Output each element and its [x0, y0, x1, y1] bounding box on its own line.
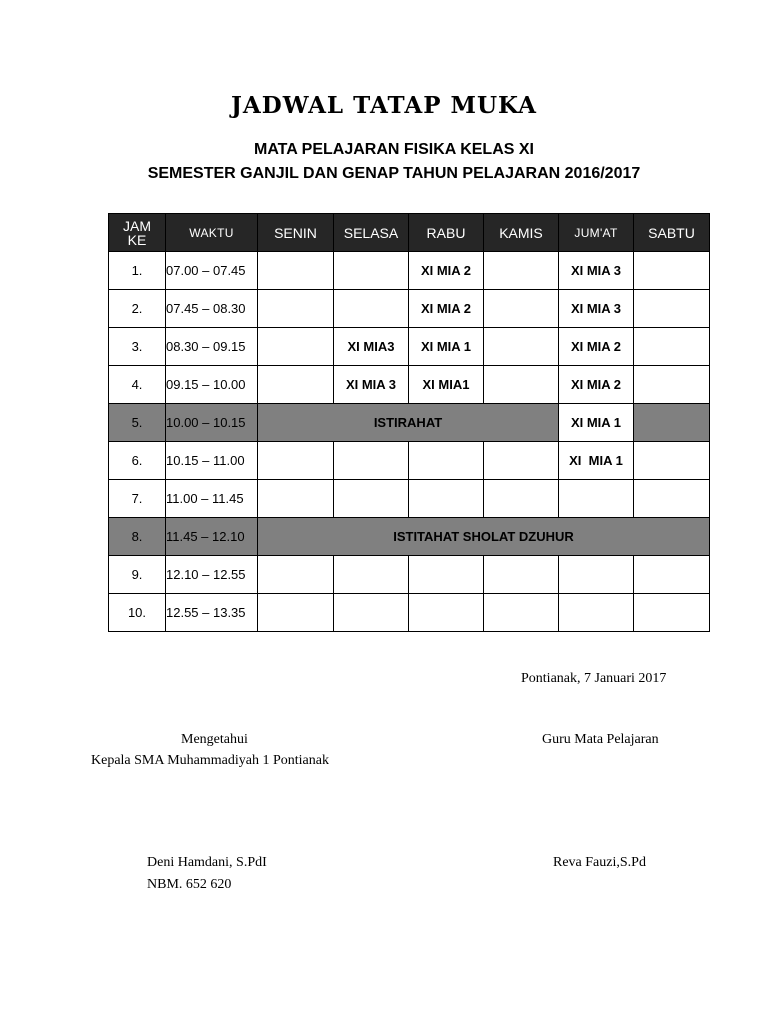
- place-date: Pontianak, 7 Januari 2017: [521, 671, 667, 686]
- waktu-cell: 12.10 – 12.55: [166, 556, 258, 594]
- senin-cell: [258, 252, 334, 290]
- kamis-cell: [484, 442, 559, 480]
- header-selasa: SELASA: [334, 214, 409, 252]
- table-row: [109, 594, 710, 632]
- jumat-cell: [559, 594, 634, 632]
- rabu-cell: XI MIA 1: [409, 328, 484, 366]
- selasa-cell: [334, 594, 409, 632]
- document-subtitle-semester: SEMESTER GANJIL DAN GENAP TAHUN PELAJARAN 2016/2017: [147, 165, 641, 182]
- table-header-row: [109, 214, 710, 252]
- rabu-cell: [409, 480, 484, 518]
- table-row-break: [109, 404, 710, 442]
- waktu-cell: 09.15 – 10.00: [166, 366, 258, 404]
- break-label-cell: ISTIRAHAT: [258, 404, 559, 442]
- jumat-cell: XI MIA 1: [559, 442, 634, 480]
- senin-cell: [258, 556, 334, 594]
- kamis-cell: [484, 366, 559, 404]
- waktu-cell: 11.00 – 11.45: [166, 480, 258, 518]
- kamis-cell: [484, 556, 559, 594]
- senin-cell: [258, 328, 334, 366]
- left-signature-name: Deni Hamdani, S.PdI: [147, 855, 267, 870]
- sabtu-cell: [634, 594, 710, 632]
- selasa-cell: [334, 252, 409, 290]
- sabtu-cell: [634, 366, 710, 404]
- jam-ke-cell: 9.: [109, 556, 166, 594]
- header-ke-label: KE: [127, 231, 147, 248]
- selasa-cell: [334, 442, 409, 480]
- sabtu-cell: [634, 442, 710, 480]
- header-jumat: JUM'AT: [559, 214, 634, 252]
- document-subtitle-subject: MATA PELAJARAN FISIKA KELAS XI: [253, 141, 534, 158]
- senin-cell: [258, 594, 334, 632]
- jam-ke-cell: 8.: [109, 518, 166, 556]
- rabu-cell: XI MIA 2: [409, 290, 484, 328]
- rabu-cell: [409, 442, 484, 480]
- waktu-cell: 07.00 – 07.45: [166, 252, 258, 290]
- header-rabu: RABU: [409, 214, 484, 252]
- selasa-cell: [334, 480, 409, 518]
- waktu-cell: 10.00 – 10.15: [166, 404, 258, 442]
- jumat-cell: [559, 556, 634, 594]
- waktu-cell: 10.15 – 11.00: [166, 442, 258, 480]
- sabtu-cell: [634, 480, 710, 518]
- jumat-cell: XI MIA 3: [559, 252, 634, 290]
- header-jam-ke: [109, 214, 166, 252]
- selasa-cell: XI MIA3: [334, 328, 409, 366]
- senin-cell: [258, 290, 334, 328]
- rabu-cell: XI MIA 2: [409, 252, 484, 290]
- selasa-cell: [334, 290, 409, 328]
- table-row-break: [109, 518, 710, 556]
- left-signature-heading: Mengetahui: [181, 732, 248, 747]
- kamis-cell: [484, 290, 559, 328]
- jumat-cell: XI MIA 2: [559, 328, 634, 366]
- kamis-cell: [484, 480, 559, 518]
- waktu-cell: 12.55 – 13.35: [166, 594, 258, 632]
- waktu-cell: 08.30 – 09.15: [166, 328, 258, 366]
- table-row: [109, 556, 710, 594]
- jam-ke-cell: 1.: [109, 252, 166, 290]
- sabtu-cell: [634, 290, 710, 328]
- jam-ke-cell: 10.: [109, 594, 166, 632]
- schedule-table: [108, 213, 710, 632]
- header-waktu: WAKTU: [166, 214, 258, 252]
- kamis-cell: [484, 594, 559, 632]
- header-senin: SENIN: [258, 214, 334, 252]
- table-row: [109, 366, 710, 404]
- left-signature-id: NBM. 652 620: [147, 877, 232, 892]
- table-row: [109, 252, 710, 290]
- senin-cell: [258, 442, 334, 480]
- header-kamis: KAMIS: [484, 214, 559, 252]
- jam-ke-cell: 7.: [109, 480, 166, 518]
- table-row: [109, 442, 710, 480]
- jam-ke-cell: 5.: [109, 404, 166, 442]
- jam-ke-cell: 4.: [109, 366, 166, 404]
- sabtu-cell: [634, 328, 710, 366]
- table-row: [109, 290, 710, 328]
- jumat-cell: XI MIA 3: [559, 290, 634, 328]
- break-label-cell: ISTITAHAT SHOLAT DZUHUR: [258, 518, 710, 556]
- left-signature-role: Kepala SMA Muhammadiyah 1 Pontianak: [91, 753, 329, 768]
- sabtu-cell: [634, 252, 710, 290]
- waktu-cell: 11.45 – 12.10: [166, 518, 258, 556]
- jumat-cell: XI MIA 2: [559, 366, 634, 404]
- selasa-cell: XI MIA 3: [334, 366, 409, 404]
- header-jam-label: JAM: [123, 217, 151, 234]
- header-sabtu: SABTU: [634, 214, 710, 252]
- kamis-cell: [484, 328, 559, 366]
- senin-cell: [258, 480, 334, 518]
- jam-ke-cell: 3.: [109, 328, 166, 366]
- rabu-cell: [409, 556, 484, 594]
- right-signature-role: Guru Mata Pelajaran: [542, 732, 659, 747]
- sabtu-cell: [634, 556, 710, 594]
- waktu-cell: 07.45 – 08.30: [166, 290, 258, 328]
- rabu-cell: XI MIA1: [409, 366, 484, 404]
- table-row: [109, 480, 710, 518]
- jumat-cell: XI MIA 1: [559, 404, 634, 442]
- sabtu-cell: [634, 404, 710, 442]
- selasa-cell: [334, 556, 409, 594]
- kamis-cell: [484, 252, 559, 290]
- jumat-cell: [559, 480, 634, 518]
- right-signature-name: Reva Fauzi,S.Pd: [553, 855, 646, 870]
- jam-ke-cell: 6.: [109, 442, 166, 480]
- document-title: JADWAL TATAP MUKA: [231, 92, 537, 119]
- rabu-cell: [409, 594, 484, 632]
- table-row: [109, 328, 710, 366]
- senin-cell: [258, 366, 334, 404]
- jam-ke-cell: 2.: [109, 290, 166, 328]
